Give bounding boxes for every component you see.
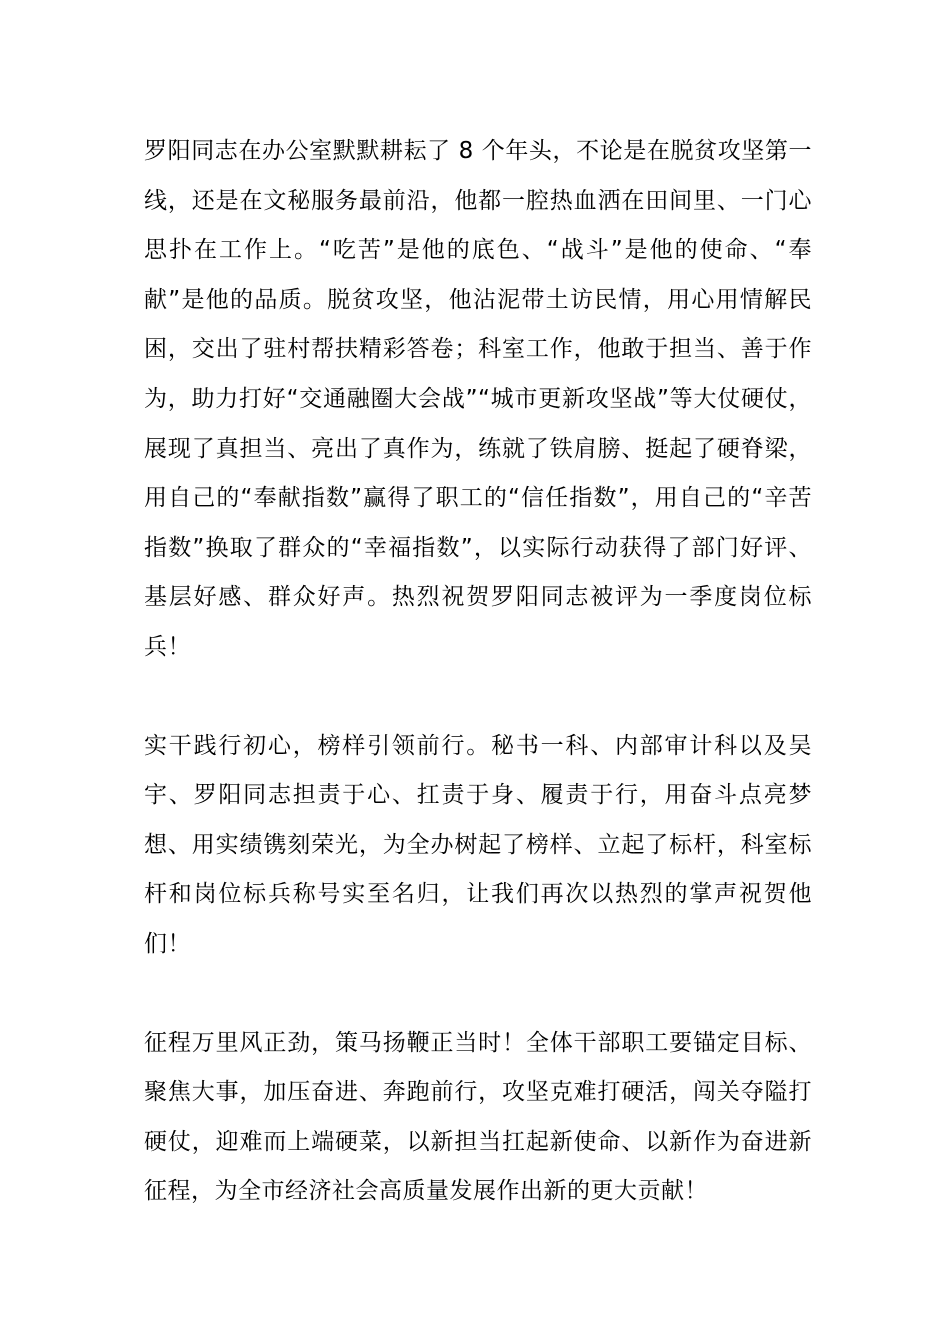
- paragraph-role-models: 实干践行初心，榜样引领前行。秘书一科、内部审计科以及吴宇、罗阳同志担责于心、扛责于身、履责于行，用奋斗点亮梦想、用实绩镌刻荣光，为全办树起了榜样、立起了标杆，科室标杆和岗位标兵称号实至名归，让我们再次以热烈的掌声祝贺他们！: [144, 732, 812, 957]
- paragraph-call-to-action: 征程万里风正劲，策马扬鞭正当时！全体干部职工要锚定目标、聚焦大事，加压奋进、奔跑前行，攻坚克难打硬活，闯关夺隘打硬仗，迎难而上端硬菜，以新担当扛起新使命、以新作为奋进新征程，为全市经济社会高质量发展作出新的更大贡献！: [144, 1029, 812, 1205]
- paragraph-luoyang-commendation: 罗阳同志在办公室默默耕耘了 8 个年头，不论是在脱贫攻坚第一线，还是在文秘服务最前沿，他都一腔热血洒在田间里、一门心思扑在工作上。“吃苦”是他的底色、“战斗”是他的使命、“奉献”是他的品质。脱贫攻坚，他沾泥带土访民情，用心用情解民困，交出了驻村帮扶精彩答卷；科室工作，他敢于担当、善于作为，助力打好“交通融圈大会战”“城市更新攻坚战”等大仗硬仗，展现了真担当、亮出了真作为，练就了铁肩膀、挺起了硬脊梁，用自己的“奉献指数”赢得了职工的“信任指数”，用自己的“辛苦指数”换取了群众的“幸福指数”，以实际行动获得了部门好评、基层好感、群众好声。热烈祝贺罗阳同志被评为一季度岗位标兵！: [144, 138, 812, 660]
- document-page: [144, 127, 812, 1217]
